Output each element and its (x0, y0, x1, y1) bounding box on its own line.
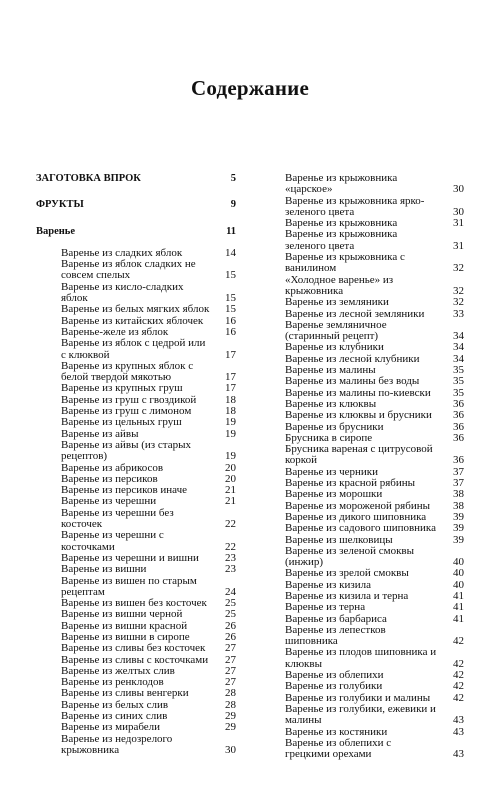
toc-entry-page-number: 34 (453, 330, 464, 343)
toc-entry-title: Варенье из недозрелого крыжовника (61, 732, 173, 756)
toc-entry-page-number: 42 (453, 635, 464, 648)
toc-entry-page-number: 21 (225, 495, 236, 508)
toc-entry-page-number: 37 (453, 465, 464, 478)
toc-entry-page-number: 27 (225, 664, 236, 677)
toc-entry-page-number: 26 (225, 630, 236, 643)
toc-entry-title: Варенье из брусники (285, 420, 384, 433)
toc-entry-page-number: 19 (225, 416, 236, 429)
toc-entry-page-number: 36 (453, 420, 464, 433)
toc-entry (285, 567, 464, 580)
toc-entry-title: Варенье из сливы с косточками (61, 653, 209, 666)
toc-entry-title: Варенье из мирабели (61, 721, 161, 734)
toc-entry-title: Варенье из яблок сладких не совсем спелых (61, 258, 196, 282)
toc-entry-title: Варенье из барбариса (285, 612, 387, 625)
toc-entry-page-number: 35 (453, 386, 464, 399)
toc-entry (285, 623, 464, 648)
toc-entry-title: Варенье из персиков иначе (61, 484, 188, 497)
toc-entry (285, 601, 464, 614)
toc-entry-page-number: 30 (453, 183, 464, 196)
toc-entry-title: Варенье из китайских яблочек (61, 314, 204, 327)
toc-entry (285, 375, 464, 388)
toc-entry (285, 443, 464, 467)
toc-entry-title: Варенье из кизила (285, 578, 371, 591)
toc-entry-title: Варенье из плодов шиповника и клюквы (285, 646, 437, 670)
toc-entry (285, 296, 464, 309)
toc-entry-title: Варенье из крупных груш (61, 382, 183, 395)
toc-entry-page-number: 40 (453, 578, 464, 591)
toc-entry-title: Варенье земляничное (старинный рецепт) (285, 318, 387, 343)
toc-entry (61, 440, 236, 463)
toc-entry-title: Варенье из персиков (61, 472, 158, 485)
toc-entry-page-number: 16 (225, 314, 236, 327)
toc-entry (61, 417, 236, 428)
toc-entry-title: Варенье из мороженой рябины (285, 499, 430, 512)
toc-entry-page-number: 35 (453, 375, 464, 388)
toc-entry-page-number: 43 (453, 714, 464, 727)
toc-left-column (36, 173, 236, 756)
toc-entry-page-number: 14 (225, 246, 236, 259)
toc-section-entry (36, 199, 236, 210)
toc-entry-page-number: 34 (453, 341, 464, 354)
toc-entry (285, 544, 464, 569)
toc-entry-page-number: 16 (225, 325, 236, 338)
toc-entry-page-number: 42 (453, 657, 464, 670)
toc-entry-page-number: 41 (453, 601, 464, 614)
toc-entry-page-number: 17 (225, 371, 236, 384)
toc-entry-page-number: 41 (453, 612, 464, 625)
toc-entry-title: ФРУКТЫ (36, 199, 84, 211)
toc-entry-page-number: 25 (225, 597, 236, 610)
toc-entry-title: Варенье из земляники (285, 296, 389, 309)
toc-entry (285, 646, 464, 670)
toc-entry (285, 736, 464, 761)
toc-entry-title: Варенье из лепестков шиповника (285, 623, 386, 648)
toc-entry (61, 259, 236, 282)
toc-entry-title: Варенье из дикого шиповника (285, 510, 427, 523)
toc-entry-title: Варенье из кисло-сладких яблок (61, 280, 184, 305)
toc-entry-page-number: 42 (453, 680, 464, 693)
toc-entry-page-number: 26 (225, 619, 236, 632)
toc-entry (61, 338, 236, 361)
toc-right-column (285, 172, 464, 761)
toc-entry-page-number: 40 (453, 556, 464, 569)
toc-entry-title: Варенье из сливы без косточек (61, 642, 206, 655)
toc-entry-page-number: 33 (453, 307, 464, 320)
toc-entry-title: Варенье из красной рябины (285, 477, 416, 490)
toc-entry-title: Варенье-желе из яблок (61, 325, 169, 338)
toc-entry-title: Варенье из клюквы (285, 397, 377, 410)
toc-entry (61, 361, 236, 384)
toc-entry-title: Варенье из черешни (61, 495, 157, 508)
toc-entry (61, 609, 236, 620)
toc-entry-page-number: 27 (225, 642, 236, 655)
toc-entry-page-number: 25 (225, 608, 236, 621)
toc-entry-page-number: 15 (225, 303, 236, 316)
toc-entry-title: Брусника в сиропе (285, 431, 373, 444)
toc-entry-title: Варенье из садового шиповника (285, 522, 436, 535)
toc-entry-page-number: 27 (225, 653, 236, 666)
toc-entry-title: Варенье из вишни (61, 563, 147, 576)
toc-entry (285, 318, 464, 343)
toc-entry-page-number: 22 (225, 540, 236, 553)
toc-entry (61, 530, 236, 553)
toc-entry-title: Варенье из крыжовника «царское» (285, 172, 398, 196)
toc-entry-page-number: 36 (453, 409, 464, 422)
toc-entry-title: Варенье из облепихи с грецкими орехами (285, 736, 392, 761)
toc-entry (285, 251, 464, 275)
toc-entry-page-number: 32 (453, 262, 464, 275)
toc-entry-title: Варенье из шелковицы (285, 533, 393, 546)
toc-entry-page-number: 23 (225, 563, 236, 576)
toc-entry-page-number: 29 (225, 721, 236, 734)
toc-entry-page-number: 31 (453, 217, 464, 230)
toc-entry-page-number: 37 (453, 477, 464, 490)
toc-entry-title: Варенье из голубики (285, 680, 383, 693)
toc-entry-page-number: 39 (453, 510, 464, 523)
toc-entry-page-number: 38 (453, 488, 464, 501)
toc-entry-title: Варенье из крыжовника (285, 217, 398, 230)
toc-entry (61, 722, 236, 733)
toc-entry-title: Варенье из голубики и малины (285, 691, 431, 704)
toc-entry-page-number: 38 (453, 499, 464, 512)
toc-entry-page-number: 35 (453, 364, 464, 377)
toc-entry-page-number: 43 (453, 748, 464, 761)
toc-entry-title: Варенье из белых мягких яблок (61, 303, 210, 316)
toc-entry-page-number: 24 (225, 585, 236, 598)
toc-entry-title: Варенье из вишни черной (61, 608, 183, 621)
toc-entry-title: Варенье из желтых слив (61, 664, 175, 677)
toc-entry-title: Варенье из вишни в сиропе (61, 630, 190, 643)
toc-entry (61, 564, 236, 575)
toc-entry-page-number: 11 (226, 225, 236, 237)
toc-entry (61, 282, 236, 305)
toc-entry (285, 172, 464, 196)
toc-entry (61, 734, 236, 757)
toc-entry-title: Варенье из синих слив (61, 710, 168, 723)
toc-entry-page-number: 23 (225, 551, 236, 564)
toc-entry-page-number: 30 (453, 205, 464, 218)
toc-entry-title: Варенье из сливы венгерки (61, 687, 189, 700)
toc-entry-title: Варенье из морошки (285, 488, 383, 501)
toc-entry-title: Варенье из клубники (285, 341, 384, 354)
toc-entry-page-number: 18 (225, 405, 236, 418)
toc-entry-page-number: 19 (225, 427, 236, 440)
toc-entry-page-number: 17 (225, 348, 236, 361)
toc-entry-title: Варенье из крыжовника с ванилином (285, 251, 405, 275)
toc-entry-title: Варенье из зеленой смоквы (инжир) (285, 544, 415, 569)
toc-entry-title: Варенье из айвы (из старых рецептов) (61, 438, 191, 463)
toc-entry (285, 409, 464, 422)
toc-entry-title: Варенье из черешни без косточек (61, 506, 174, 531)
toc-entry-page-number: 19 (225, 450, 236, 463)
toc-entry-page-number: 9 (230, 199, 236, 211)
page-title: Содержание (191, 76, 309, 100)
toc-entry-title: Варенье из костяники (285, 725, 388, 738)
toc-entry-page-number: 28 (225, 687, 236, 700)
toc-entry-title: Варенье из груш с лимоном (61, 405, 192, 418)
toc-entry-page-number: 30 (225, 743, 236, 756)
toc-entry-title: Варенье из вишен по старым рецептам (61, 574, 197, 598)
toc-entry-page-number: 5 (230, 173, 236, 184)
toc-entry-title: Варенье из вишни красной (61, 619, 188, 632)
toc-entry-title: Варенье из крыжовника зеленого цвета (285, 228, 398, 252)
toc-entry (61, 304, 236, 315)
toc-entry-page-number: 39 (453, 533, 464, 546)
toc-entry-title: Варенье из лесной клубники (285, 352, 420, 365)
toc-entry-title: Варенье из лесной земляники (285, 307, 425, 320)
toc-entry-title: Варенье из цельных груш (61, 416, 182, 429)
toc-entry-title: Брусника вареная с цитрусовой коркой (285, 443, 433, 467)
toc-entry-title: Варенье из груш с гвоздикой (61, 393, 197, 406)
toc-entry-title: «Холодное варенье» из крыжовника (285, 273, 394, 297)
toc-entry-page-number: 21 (225, 484, 236, 497)
toc-entry (285, 702, 464, 727)
toc-entry-title: Варенье из ренклодов (61, 676, 164, 689)
toc-entry-title: Варенье из клюквы и брусники (285, 409, 432, 422)
toc-entry-page-number: 36 (453, 397, 464, 410)
toc-entry-title: Варенье из малины по-киевски (285, 386, 431, 399)
toc-entry-title: Варенье из черешни с косточками (61, 529, 164, 553)
toc-entry-page-number: 20 (225, 461, 236, 474)
toc-entry-title: Варенье из айвы (61, 427, 139, 440)
toc-entry-page-number: 42 (453, 691, 464, 704)
toc-entry-title: Варенье (36, 225, 76, 237)
toc-entry-page-number: 27 (225, 676, 236, 689)
toc-entry-title: Варенье из вишен без косточек (61, 597, 207, 610)
toc-entry-page-number: 40 (453, 567, 464, 580)
toc-entry (61, 508, 236, 531)
toc-entry (285, 680, 464, 693)
toc-entry-page-number: 34 (453, 352, 464, 365)
toc-entry-title: Варенье из абрикосов (61, 461, 164, 474)
toc-entry-title: ЗАГОТОВКА ВПРОК (36, 173, 141, 184)
toc-entry (285, 228, 464, 252)
toc-entry-page-number: 36 (453, 431, 464, 444)
toc-entry-page-number: 41 (453, 589, 464, 602)
toc-entry (285, 273, 464, 298)
toc-entry-page-number: 42 (453, 669, 464, 682)
toc-entry-page-number: 28 (225, 698, 236, 711)
toc-entry-title: Варенье из терна (285, 601, 366, 614)
toc-entry (285, 488, 464, 501)
toc-entry-title: Варенье из облепихи (285, 669, 384, 682)
toc-entry (61, 576, 236, 599)
toc-entry-title: Варенье из крыжовника ярко-зеленого цвета (285, 194, 425, 218)
toc-entry-title: Варенье из яблок с цедрой или с клюквой (61, 337, 206, 361)
toc-entry-title: Варенье из зрелой смоквы (285, 567, 409, 580)
toc-entry-title: Варенье из кизила и терна (285, 589, 409, 602)
toc-entry-page-number: 17 (225, 382, 236, 395)
toc-entry-page-number: 15 (225, 269, 236, 282)
toc-entry-page-number: 22 (225, 518, 236, 531)
toc-section-entry (36, 173, 236, 184)
toc-entry-page-number: 18 (225, 393, 236, 406)
toc-entry-page-number: 15 (225, 292, 236, 305)
toc-entry (285, 194, 464, 219)
toc-entry (61, 643, 236, 654)
toc-entry-title: Варенье из сладких яблок (61, 246, 183, 259)
toc-entry-title: Варенье из малины (285, 364, 376, 377)
toc-entry-page-number: 32 (453, 296, 464, 309)
toc-entry-page-number: 43 (453, 725, 464, 738)
toc-entry-title: Варенье из малины без воды (285, 375, 420, 388)
toc-entry-title: Варенье из черешни и вишни (61, 551, 199, 564)
toc-entry-page-number: 32 (453, 284, 464, 297)
toc-entry-title: Варенье из голубики, ежевики и малины (285, 702, 436, 727)
toc-entry (285, 522, 464, 535)
toc-entry-page-number: 36 (453, 454, 464, 467)
toc-entry-page-number: 39 (453, 522, 464, 535)
toc-entry-page-number: 29 (225, 710, 236, 723)
toc-entry-page-number: 20 (225, 472, 236, 485)
toc-entry-title: Варенье из черники (285, 465, 379, 478)
toc-entry-title: Варенье из крупных яблок с белой твердой мякотью (61, 359, 194, 384)
toc-entry-page-number: 31 (453, 239, 464, 252)
toc-entry-title: Варенье из белых слив (61, 698, 169, 711)
toc-section-entry (36, 226, 236, 237)
